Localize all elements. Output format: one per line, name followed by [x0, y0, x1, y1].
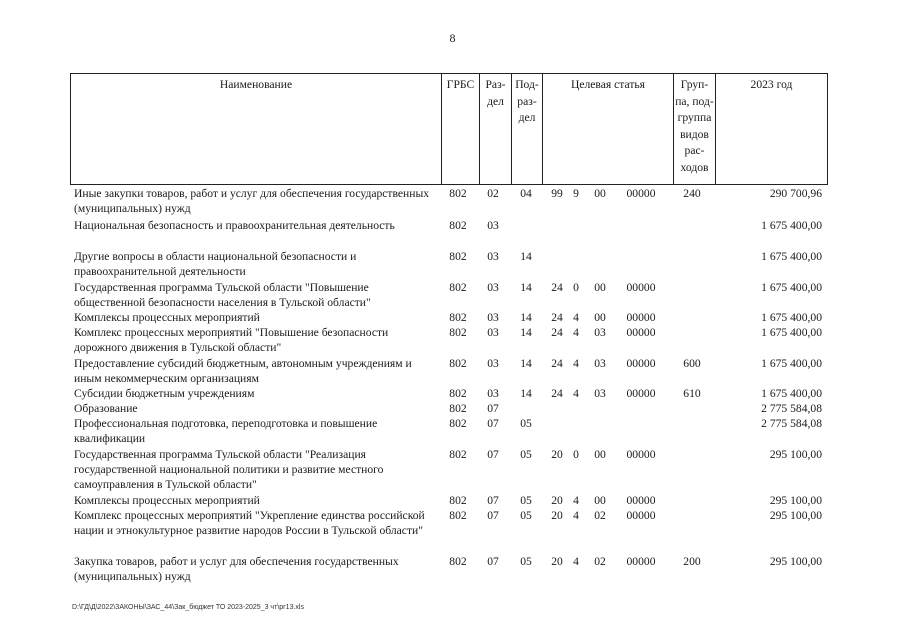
row-target-type: 4	[573, 494, 579, 507]
row-grbs: 802	[449, 494, 467, 507]
row-target-subprogram: 00	[594, 187, 606, 200]
row-grbs: 802	[449, 555, 467, 568]
row-target-program: 24	[551, 281, 563, 294]
header-vid-line: ходов	[680, 160, 709, 174]
row-target-direction: 00000	[626, 448, 656, 461]
row-name: Национальная безопасность и правоохранительная деятельность	[74, 219, 395, 232]
row-target-type: 4	[573, 326, 579, 339]
row-target-type: 4	[573, 387, 579, 400]
row-amount: 1 675 400,00	[761, 219, 822, 232]
row-target-program: 24	[551, 311, 563, 324]
header-grbs: ГРБС	[441, 74, 479, 184]
row-name: Иные закупки товаров, работ и услуг для обеспечения государственных (муниципальных) нужд	[74, 187, 430, 215]
row-target-subprogram: 02	[594, 555, 606, 568]
table-row	[70, 186, 828, 216]
row-amount: 2 775 584,08	[761, 417, 822, 430]
row-name: Субсидии бюджетным учреждениям	[74, 387, 255, 400]
row-target-program: 24	[551, 326, 563, 339]
row-target-direction: 00000	[626, 509, 656, 522]
header-podrazdel-line: раз-	[517, 94, 537, 108]
row-grbs: 802	[449, 219, 467, 232]
table-row	[70, 508, 828, 553]
row-razdel: 03	[487, 250, 499, 263]
row-podrazdel: 14	[520, 250, 532, 263]
row-name: Комплекс процессных мероприятий "Повышение безопасности дорожного движения в Тульской области"	[74, 326, 389, 354]
row-razdel: 03	[487, 387, 499, 400]
row-grbs: 802	[449, 281, 467, 294]
row-target-type: 4	[573, 555, 579, 568]
table-row	[70, 401, 828, 416]
row-podrazdel: 04	[520, 187, 532, 200]
row-podrazdel: 05	[520, 417, 532, 430]
row-grbs: 802	[449, 402, 467, 415]
row-razdel: 07	[487, 509, 499, 522]
row-target-subprogram: 00	[594, 494, 606, 507]
header-target: Целевая статья	[542, 74, 673, 184]
row-target-program: 20	[551, 494, 563, 507]
row-grbs: 802	[449, 311, 467, 324]
row-amount: 1 675 400,00	[761, 387, 822, 400]
row-razdel: 07	[487, 448, 499, 461]
row-podrazdel: 14	[520, 357, 532, 370]
row-amount: 295 100,00	[769, 494, 822, 507]
file-path-footer: D:\ГД\Д\2022\ЗАКОНЫ\ЗАС_44\Зак_бюджет ТО 2023-2025_3 чт\рг13.xls	[72, 604, 304, 611]
row-target-program: 20	[551, 555, 563, 568]
row-amount: 1 675 400,00	[761, 357, 822, 370]
row-target-direction: 00000	[626, 555, 656, 568]
header-podrazdel	[511, 74, 542, 184]
row-razdel: 07	[487, 494, 499, 507]
row-razdel: 03	[487, 281, 499, 294]
row-target-type: 4	[573, 509, 579, 522]
row-grbs: 802	[449, 417, 467, 430]
table-row	[70, 218, 828, 248]
row-target-program: 99	[551, 187, 563, 200]
header-podrazdel-line: Под-	[515, 78, 539, 91]
row-target-subprogram: 03	[594, 357, 606, 370]
row-amount: 2 775 584,08	[761, 402, 822, 415]
row-target-direction: 00000	[626, 494, 656, 507]
row-expense-type: 610	[683, 387, 701, 400]
header-vid	[673, 74, 715, 184]
row-podrazdel: 14	[520, 281, 532, 294]
row-expense-type: 240	[683, 187, 701, 200]
row-amount: 295 100,00	[769, 555, 822, 568]
table-row	[70, 447, 828, 492]
row-name: Комплексы процессных мероприятий	[74, 311, 260, 324]
row-target-direction: 00000	[626, 387, 656, 400]
row-target-subprogram: 00	[594, 311, 606, 324]
row-podrazdel: 14	[520, 326, 532, 339]
row-razdel: 02	[487, 187, 499, 200]
row-podrazdel: 05	[520, 494, 532, 507]
row-razdel: 03	[487, 357, 499, 370]
header-vid-line: рас-	[684, 144, 705, 157]
row-podrazdel: 14	[520, 387, 532, 400]
table-row	[70, 280, 828, 310]
table-row	[70, 325, 828, 355]
table-row	[70, 416, 828, 446]
header-razdel-line: дел	[487, 94, 504, 108]
row-name: Комплекс процессных мероприятий "Укрепление единства российской нации и этнокультурное развитие народов России в Тульской области"	[74, 509, 425, 537]
header-razdel-line: Раз-	[485, 78, 506, 91]
header-vid-line: группа	[677, 111, 712, 124]
header-name: Наименование	[219, 78, 293, 91]
table-row	[70, 554, 828, 584]
header-vid-line: Груп-	[680, 78, 709, 91]
row-target-direction: 00000	[626, 187, 656, 200]
row-target-subprogram: 03	[594, 387, 606, 400]
row-razdel: 03	[487, 311, 499, 324]
header-vid-line: па, под-	[675, 94, 714, 108]
row-target-subprogram: 02	[594, 509, 606, 522]
row-razdel: 07	[487, 402, 499, 415]
row-podrazdel: 05	[520, 448, 532, 461]
header-vid-line: видов	[680, 127, 709, 141]
row-target-program: 24	[551, 357, 563, 370]
row-amount: 1 675 400,00	[761, 311, 822, 324]
row-grbs: 802	[449, 387, 467, 400]
row-amount: 1 675 400,00	[761, 250, 822, 263]
row-amount: 295 100,00	[769, 509, 822, 522]
row-target-program: 20	[551, 509, 563, 522]
row-grbs: 802	[449, 448, 467, 461]
row-podrazdel: 05	[520, 555, 532, 568]
row-grbs: 802	[449, 250, 467, 263]
row-target-direction: 00000	[626, 357, 656, 370]
row-razdel: 07	[487, 555, 499, 568]
budget-table	[70, 73, 828, 584]
row-target-type: 4	[573, 357, 579, 370]
table-row	[70, 249, 828, 279]
row-amount: 290 700,96	[769, 187, 822, 200]
header-podrazdel-line: дел	[518, 111, 536, 124]
row-target-direction: 00000	[626, 326, 656, 339]
row-name: Закупка товаров, работ и услуг для обеспечения государственных (муниципальных) нужд	[74, 555, 399, 583]
row-target-direction: 00000	[626, 311, 656, 324]
row-razdel: 07	[487, 417, 499, 430]
row-razdel: 03	[487, 326, 499, 339]
row-target-type: 0	[573, 281, 579, 294]
row-name: Комплексы процессных мероприятий	[74, 494, 260, 507]
table-row	[70, 386, 828, 401]
header-year: 2023 год	[715, 74, 827, 184]
row-grbs: 802	[449, 187, 467, 200]
row-target-subprogram: 03	[594, 326, 606, 339]
row-razdel: 03	[487, 219, 499, 232]
table-row	[70, 310, 828, 325]
table-body	[70, 186, 828, 584]
page-number: 8	[449, 31, 456, 45]
table-header	[70, 73, 828, 185]
row-amount: 295 100,00	[769, 448, 822, 461]
row-target-program: 24	[551, 387, 563, 400]
row-amount: 1 675 400,00	[761, 326, 822, 339]
row-grbs: 802	[449, 357, 467, 370]
row-name: Профессиональная подготовка, переподготовка и повышение квалификации	[74, 417, 378, 445]
row-amount: 1 675 400,00	[761, 281, 822, 294]
table-row	[70, 493, 828, 508]
row-target-type: 9	[573, 187, 579, 200]
row-grbs: 802	[449, 326, 467, 339]
row-name: Государственная программа Тульской области "Реализация государственной национальной политики и развитие местного самоуправления в Тульской области"	[74, 448, 384, 491]
row-expense-type: 200	[683, 555, 701, 568]
row-podrazdel: 14	[520, 311, 532, 324]
row-grbs: 802	[449, 509, 467, 522]
row-target-subprogram: 00	[594, 281, 606, 294]
row-podrazdel: 05	[520, 509, 532, 522]
row-target-subprogram: 00	[594, 448, 606, 461]
row-name: Другие вопросы в области национальной безопасности и правоохранительной деятельности	[74, 250, 357, 278]
row-target-program: 20	[551, 448, 563, 461]
row-name: Образование	[74, 402, 138, 415]
header-razdel	[479, 74, 511, 184]
row-expense-type: 600	[683, 357, 701, 370]
row-target-direction: 00000	[626, 281, 656, 294]
row-name: Предоставление субсидий бюджетным, автономным учреждениям и иным некоммерческим организациям	[74, 357, 412, 385]
row-name: Государственная программа Тульской области "Повышение общественной безопасности населения в Тульской области"	[74, 281, 371, 309]
row-target-type: 0	[573, 448, 579, 461]
row-target-type: 4	[573, 311, 579, 324]
table-row	[70, 356, 828, 386]
